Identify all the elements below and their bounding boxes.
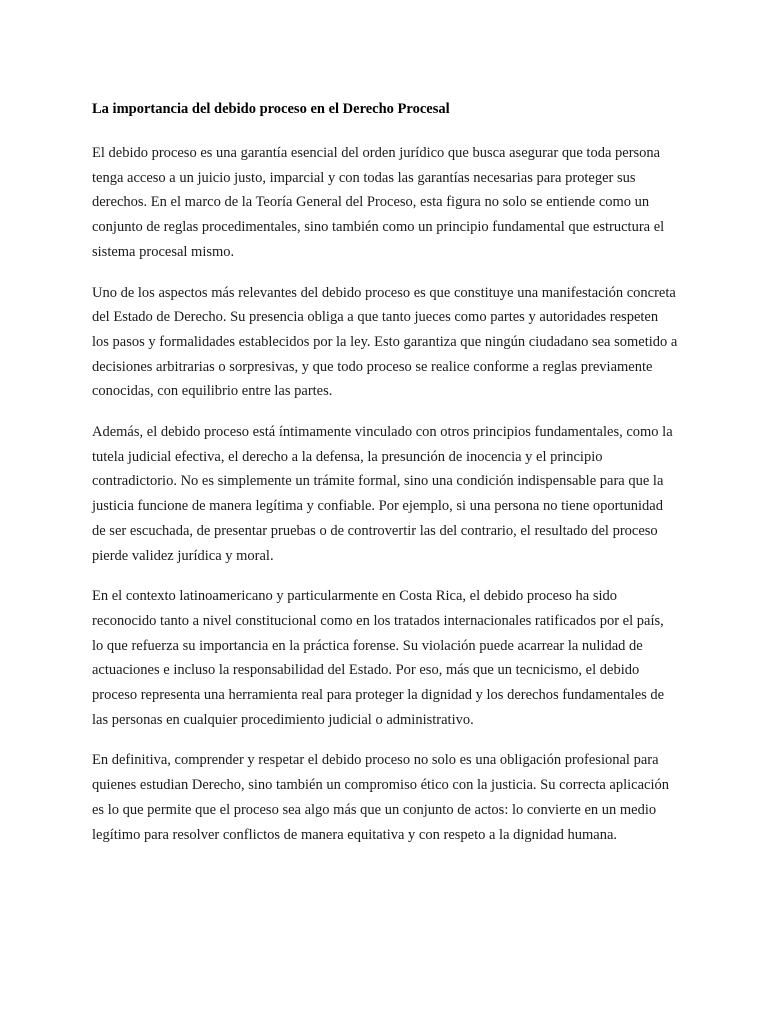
paragraph-4: En el contexto latinoamericano y particularmente en Costa Rica, el debido proceso ha sido reconocido tanto a nivel constitucional como en los tratados internacionales ratificados por el país, lo que refuerza su importancia en la práctica forense. Su violación puede acarrear la nulidad de actuaciones e incluso la responsabilidad del Estado. Por eso, más que un tecnicismo, el debido proceso representa una herramienta real para proteger la dignidad y los derechos fundamentales de las personas en cualquier procedimiento judicial o administrativo. [92, 588, 665, 728]
paragraph-5: En definitiva, comprender y respetar el debido proceso no solo es una obligación profesional para quienes estudian Derecho, sino también un compromiso ético con la justicia. Su correcta aplicación es lo que permite que el proceso sea algo más que un conjunto de actos: lo convierte en un medio legítimo para resolver conflictos de manera equitativa y con respeto a la dignidad humana. [92, 752, 669, 843]
paragraph-3: Además, el debido proceso está íntimamente vinculado con otros principios fundamentales, como la tutela judicial efectiva, el derecho a la defensa, la presunción de inocencia y el principio contradictorio. No es simplemente un trámite formal, sino una condición indispensable para que la justicia funcione de manera legítima y confiable. Por ejemplo, si una persona no tiene oportunidad de ser escuchada, de presentar pruebas o de controvertir las del contrario, el resultado del proceso pierde validez jurídica y moral. [92, 424, 673, 564]
paragraph-2: Uno de los aspectos más relevantes del debido proceso es que constituye una manifestación concreta del Estado de Derecho. Su presencia obliga a que tanto jueces como partes y autoridades respeten los pasos y formalidades establecidos por la ley. Esto garantiza que ningún ciudadano sea sometido a decisiones arbitrarias o sorpresivas, y que todo proceso se realice conforme a reglas previamente conocidas, con equilibrio entre las partes. [92, 284, 678, 400]
paragraph-1: El debido proceso es una garantía esencial del orden jurídico que busca asegurar que toda persona tenga acceso a un juicio justo, imparcial y con todas las garantías necesarias para proteger sus derechos. En el marco de la Teoría General del Proceso, esta figura no solo se entiende como un conjunto de reglas procedimentales, sino también como un principio fundamental que estructura el sistema procesal mismo. [92, 145, 665, 260]
document-title: La importancia del debido proceso en el Derecho Procesal [92, 101, 450, 117]
